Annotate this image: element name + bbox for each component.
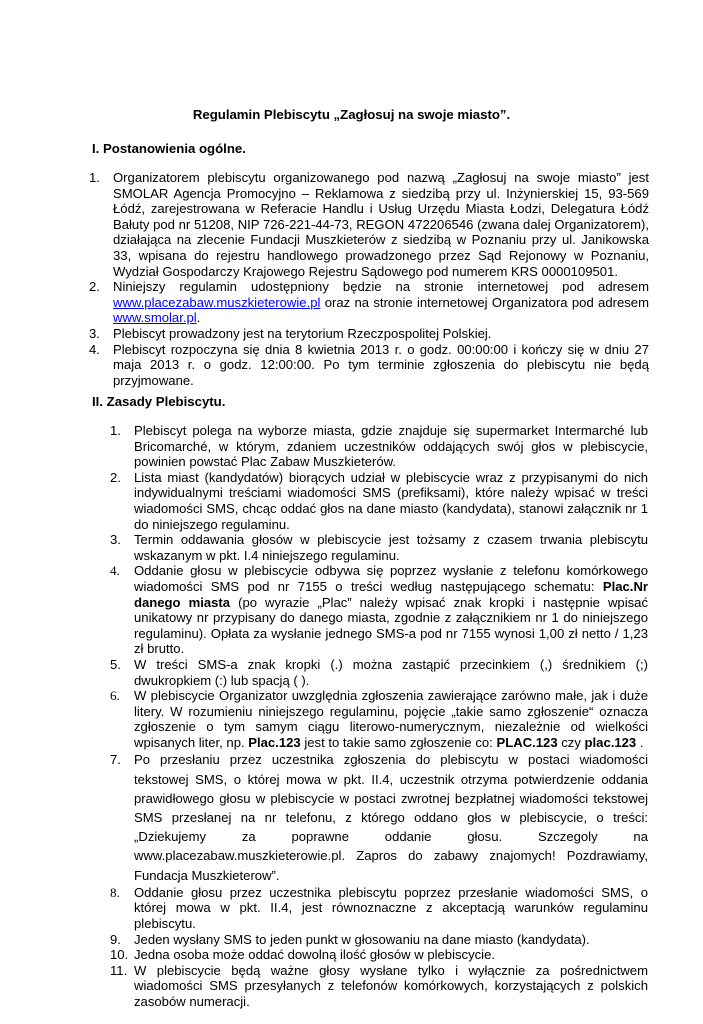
item-number: 7. bbox=[110, 752, 121, 768]
item-text: W treści SMS-a znak kropki (.) można zastąpić przecinkiem (,) średnikiem (;) dwukropkiem (:) lub spacją ( ). bbox=[134, 656, 648, 688]
list-item bbox=[110, 532, 648, 563]
item-number: 5. bbox=[110, 656, 121, 672]
item-text: Plebiscyt rozpoczyna się dnia 8 kwietnia 2013 r. o godz. 00:00:00 i kończy się w dniu 27 maja 2013 r. o godz. 12:00:00. Po tym terminie zgłoszenia do plebiscytu nie będą przyjmowane. bbox=[113, 341, 649, 388]
item-text: Organizatorem plebiscytu organizowanego pod nazwą „Zagłosuj na swoje miasto” jest SMOLAR Agencja Promocyjno – Reklamowa z siedzibą przy ul. Inżynierskiej 15, 93-569 Łódź, zarejestrowana w Referacie Handlu i Usług Urzędu Miasta Łodzi, Delegatura Łódź Bałuty pod nr 51208, NIP 726-221-44-73, REGON 472206546 (zwana dalej Organizatorem), działająca na zlecenie Fundacji Muszkieterów z siedzibą w Poznaniu przy ul. Janikowska 33, wpisana do rejestru handlowego prowadzonego przez Sąd Rejonowy w Poznaniu, Wydział Gospodarczy Krajowego Rejestru Sądowego pod numerem KRS 0000109501. bbox=[113, 170, 649, 279]
list-item bbox=[110, 688, 648, 750]
item-number: 11. bbox=[110, 962, 128, 978]
item-number: 2. bbox=[89, 279, 100, 295]
plebiscite-rules-list bbox=[110, 423, 648, 1010]
item-text: oraz na stronie internetowej Organizatora pod adresem bbox=[320, 294, 649, 310]
list-item bbox=[89, 325, 649, 342]
item-text: Jeden wysłany SMS to jeden punkt w głosowaniu na dane miasto (kandydata). bbox=[134, 931, 590, 947]
item-text: Oddanie głosu przez uczestnika plebiscytu poprzez przesłanie wiadomości SMS, o której mowa w pkt. II.4, jest równoznaczne z akceptacją warunków regulaminu plebiscytu. bbox=[134, 884, 648, 932]
document-title: Regulamin Plebiscytu „Zagłosuj na swoje miasto”. bbox=[192, 107, 511, 122]
item-text: Termin oddawania głosów w plebiscycie jest tożsamy z czasem trwania plebiscytu wskazanym w pkt. I.4 niniejszego regulaminu. bbox=[134, 532, 648, 563]
item-text: W plebiscycie Organizator uwzględnia zgłoszenia zawierające zarówno małe, jak i duże litery. W rozumieniu niniejszego regulaminu, pojęcie „takie samo zgłoszenie“ oznacza zgłoszenie o tym samym ciągu literowo-numerycznym, niezależnie od wielkości wpisanych liter, np. bbox=[134, 688, 648, 750]
item-text: Plebiscyt prowadzony jest na terytorium Rzeczpospolitej Polskiej. bbox=[113, 325, 492, 341]
example-bold: PLAC.123 bbox=[496, 734, 558, 750]
item-number: 4. bbox=[89, 341, 100, 357]
list-item bbox=[110, 750, 648, 884]
list-item bbox=[110, 469, 648, 532]
item-number: 3. bbox=[110, 532, 121, 548]
item-text: Po przesłaniu przez uczestnika zgłoszenia do plebiscytu w postaci wiadomości tekstowej SMS, o której mowa w pkt. II.4, uczestnik otrzyma potwierdzenie oddania prawidłowego głosu w plebiscycie w postaci zwrotnej bezpłatnej wiadomości tekstowej SMS przesłanej na nr telefonu, z którego oddano głos w plebiscycie, o treści: „Dziekujemy za poprawne oddanie głosu. Szczegoly na www.placezabaw.muszkieterowie.pl. Zapros do zabawy znajomych! Pozdrawiamy, Fundacja Muszkieterow”. bbox=[134, 752, 648, 883]
item-number: 6. bbox=[110, 688, 120, 704]
example-bold: Plac.123 bbox=[248, 734, 301, 750]
item-text: Lista miast (kandydatów) biorących udział w plebiscycie wraz z przypisanymi do nich indywidualnymi treściami wiadomości SMS (prefiksami), które należy wpisać w treści wiadomości SMS, chcąc oddać głos na dane miasto (kandydata), stanowi załącznik nr 1 do niniejszego regulaminu. bbox=[134, 469, 648, 532]
item-text: Jedna osoba może oddać dowolną ilość głosów w plebiscycie. bbox=[134, 947, 496, 963]
item-number: 2. bbox=[110, 469, 121, 485]
list-item bbox=[110, 423, 648, 470]
list-item bbox=[89, 170, 649, 279]
list-item bbox=[110, 947, 648, 963]
item-number: 8. bbox=[110, 884, 120, 900]
list-item bbox=[110, 884, 648, 932]
list-item bbox=[110, 563, 648, 657]
regulations-link[interactable]: www.placezabaw.muszkieterowie.pl bbox=[113, 294, 321, 310]
item-number: 10. bbox=[110, 947, 129, 963]
section-heading-rules: II. Zasady Plebiscytu. bbox=[92, 394, 226, 409]
item-text: Niniejszy regulamin udostępniony będzie na stronie internetowej pod adresem bbox=[113, 279, 649, 295]
item-text: (po wyrazie „Plac” należy wpisać znak kropki i następnie wpisać unikatowy nr przypisany do danego miasta, zgodnie z załącznikiem nr 1 do niniejszego regulaminu). Opłata za wysłanie jednego SMS-a pod nr 7155 wynosi 1,00 zł netto / 1,23 zł brutto. bbox=[134, 594, 648, 657]
item-number: 3. bbox=[89, 325, 100, 341]
item-number: 1. bbox=[110, 423, 121, 438]
list-item bbox=[89, 341, 649, 389]
item-text: W plebiscycie będą ważne głosy wysłane tylko i wyłącznie za pośrednictwem wiadomości SMS przesyłanych z telefonów komórkowych, korzystających z polskich zasobów numeracji. bbox=[134, 962, 648, 1010]
section-heading-general: I. Postanowienia ogólne. bbox=[92, 141, 246, 156]
list-item bbox=[110, 962, 648, 1010]
item-text: . bbox=[636, 734, 644, 750]
list-item bbox=[110, 656, 648, 688]
item-text: Plebiscyt polega na wyborze miasta, gdzie znajduje się supermarket Intermarché lub Bricomarché, w którym, zdaniem uczestników oddających swój głos w plebiscycie, powinien powstać Plac Zabaw Muszkieterów. bbox=[134, 423, 648, 470]
list-item bbox=[89, 279, 649, 326]
item-text: czy bbox=[557, 734, 585, 750]
item-number: 1. bbox=[89, 170, 100, 185]
item-text: Oddanie głosu w plebiscycie odbywa się poprzez wysłanie z telefonu komórkowego wiadomości SMS pod nr 7155 o treści według następującego schematu: bbox=[134, 563, 648, 594]
general-provisions-list bbox=[89, 170, 649, 388]
example-bold: plac.123 bbox=[584, 734, 637, 750]
item-text: . bbox=[196, 310, 201, 326]
item-number: 9. bbox=[110, 931, 121, 947]
list-item bbox=[110, 931, 648, 948]
sms-format-bold: Plac.Nr danego miasta bbox=[134, 578, 648, 610]
item-number: 4. bbox=[110, 563, 120, 579]
organizer-link[interactable]: www.smolar.pl bbox=[113, 310, 197, 326]
item-text: jest to takie samo zgłoszenie co: bbox=[300, 734, 497, 750]
